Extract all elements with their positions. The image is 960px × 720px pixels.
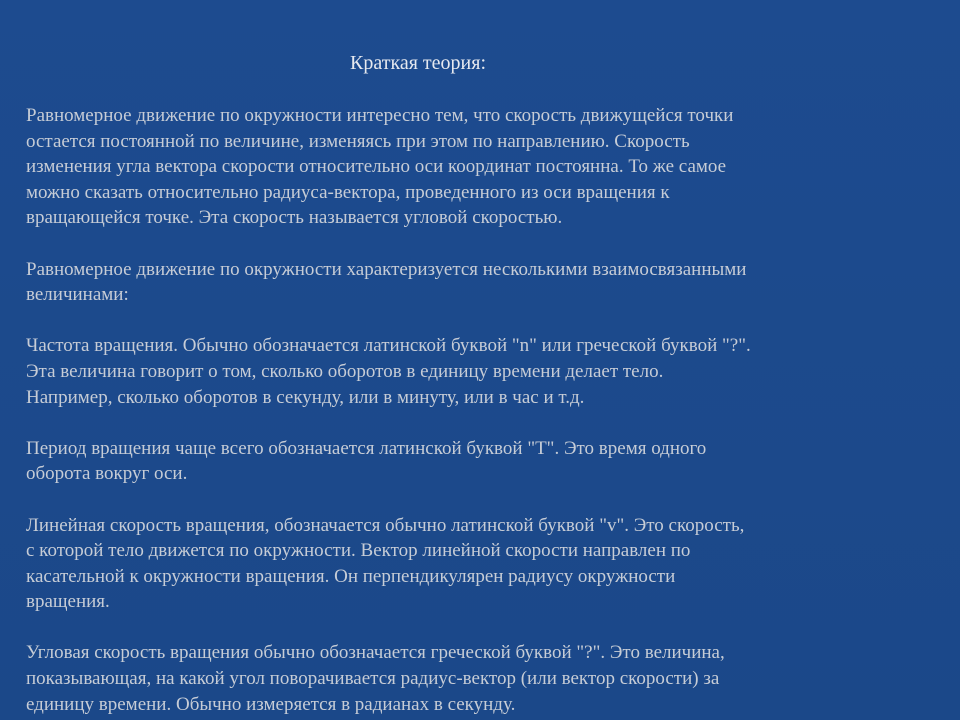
slide-body <box>26 103 946 720</box>
text-line: величинами: <box>26 284 129 306</box>
text-line: Равномерное движение по окружности интересно тем, что скорость движущейся точки <box>26 105 734 126</box>
text-line: оборота вокруг оси. <box>26 463 188 485</box>
text-line: Например, сколько оборотов в секунду, или в минуту, или в час и т.д. <box>26 386 585 408</box>
text-line: Линейная скорость вращения, обозначается обычно латинской буквой "v". Это скорость, <box>26 514 745 536</box>
text-line: можно сказать относительно радиуса-вектора, проведенного из оси вращения к <box>26 181 670 203</box>
paragraph-frequency <box>26 333 946 410</box>
text-line: Угловая скорость вращения обычно обозначается греческой буквой "?". Это величина, <box>26 642 725 664</box>
text-line: изменения угла вектора скорости относительно оси координат постоянна. То же самое <box>26 156 727 178</box>
paragraph-linear-velocity <box>26 513 946 615</box>
slide-title: Краткая теория: <box>350 52 487 74</box>
paragraph-period <box>26 436 946 487</box>
text-line: с которой тело движется по окружности. Вектор линейной скорости направлен по <box>26 540 691 562</box>
text-line: Равномерное движение по окружности характеризуется несколькими взаимосвязанными <box>26 258 747 280</box>
text-line: касательной к окружности вращения. Он перпендикулярен радиусу окружности <box>26 565 676 587</box>
text-line: Частота вращения. Обычно обозначается латинской буквой "n" или греческой буквой "?". <box>26 335 751 357</box>
text-line: Период вращения чаще всего обозначается латинской буквой "T". Это время одного <box>26 437 707 459</box>
text-line: вращающейся точке. Эта скорость называется угловой скоростью. <box>26 207 563 229</box>
paragraph-uniform-motion <box>26 103 946 231</box>
text-line: единицу времени. Обычно измеряется в радианах в секунду. <box>26 693 516 715</box>
text-line: вращения. <box>26 591 110 613</box>
paragraph-angular-velocity <box>26 640 946 717</box>
text-line: Эта величина говорит о том, сколько оборотов в единицу времени делает тело. <box>26 360 664 382</box>
text-line: показывающая, на какой угол поворачивается радиус-вектор (или вектор скорости) за <box>26 668 720 690</box>
paragraph-quantities <box>26 257 946 308</box>
text-line: остается постоянной по величине, изменяясь при этом по направлению. Скорость <box>26 130 690 152</box>
